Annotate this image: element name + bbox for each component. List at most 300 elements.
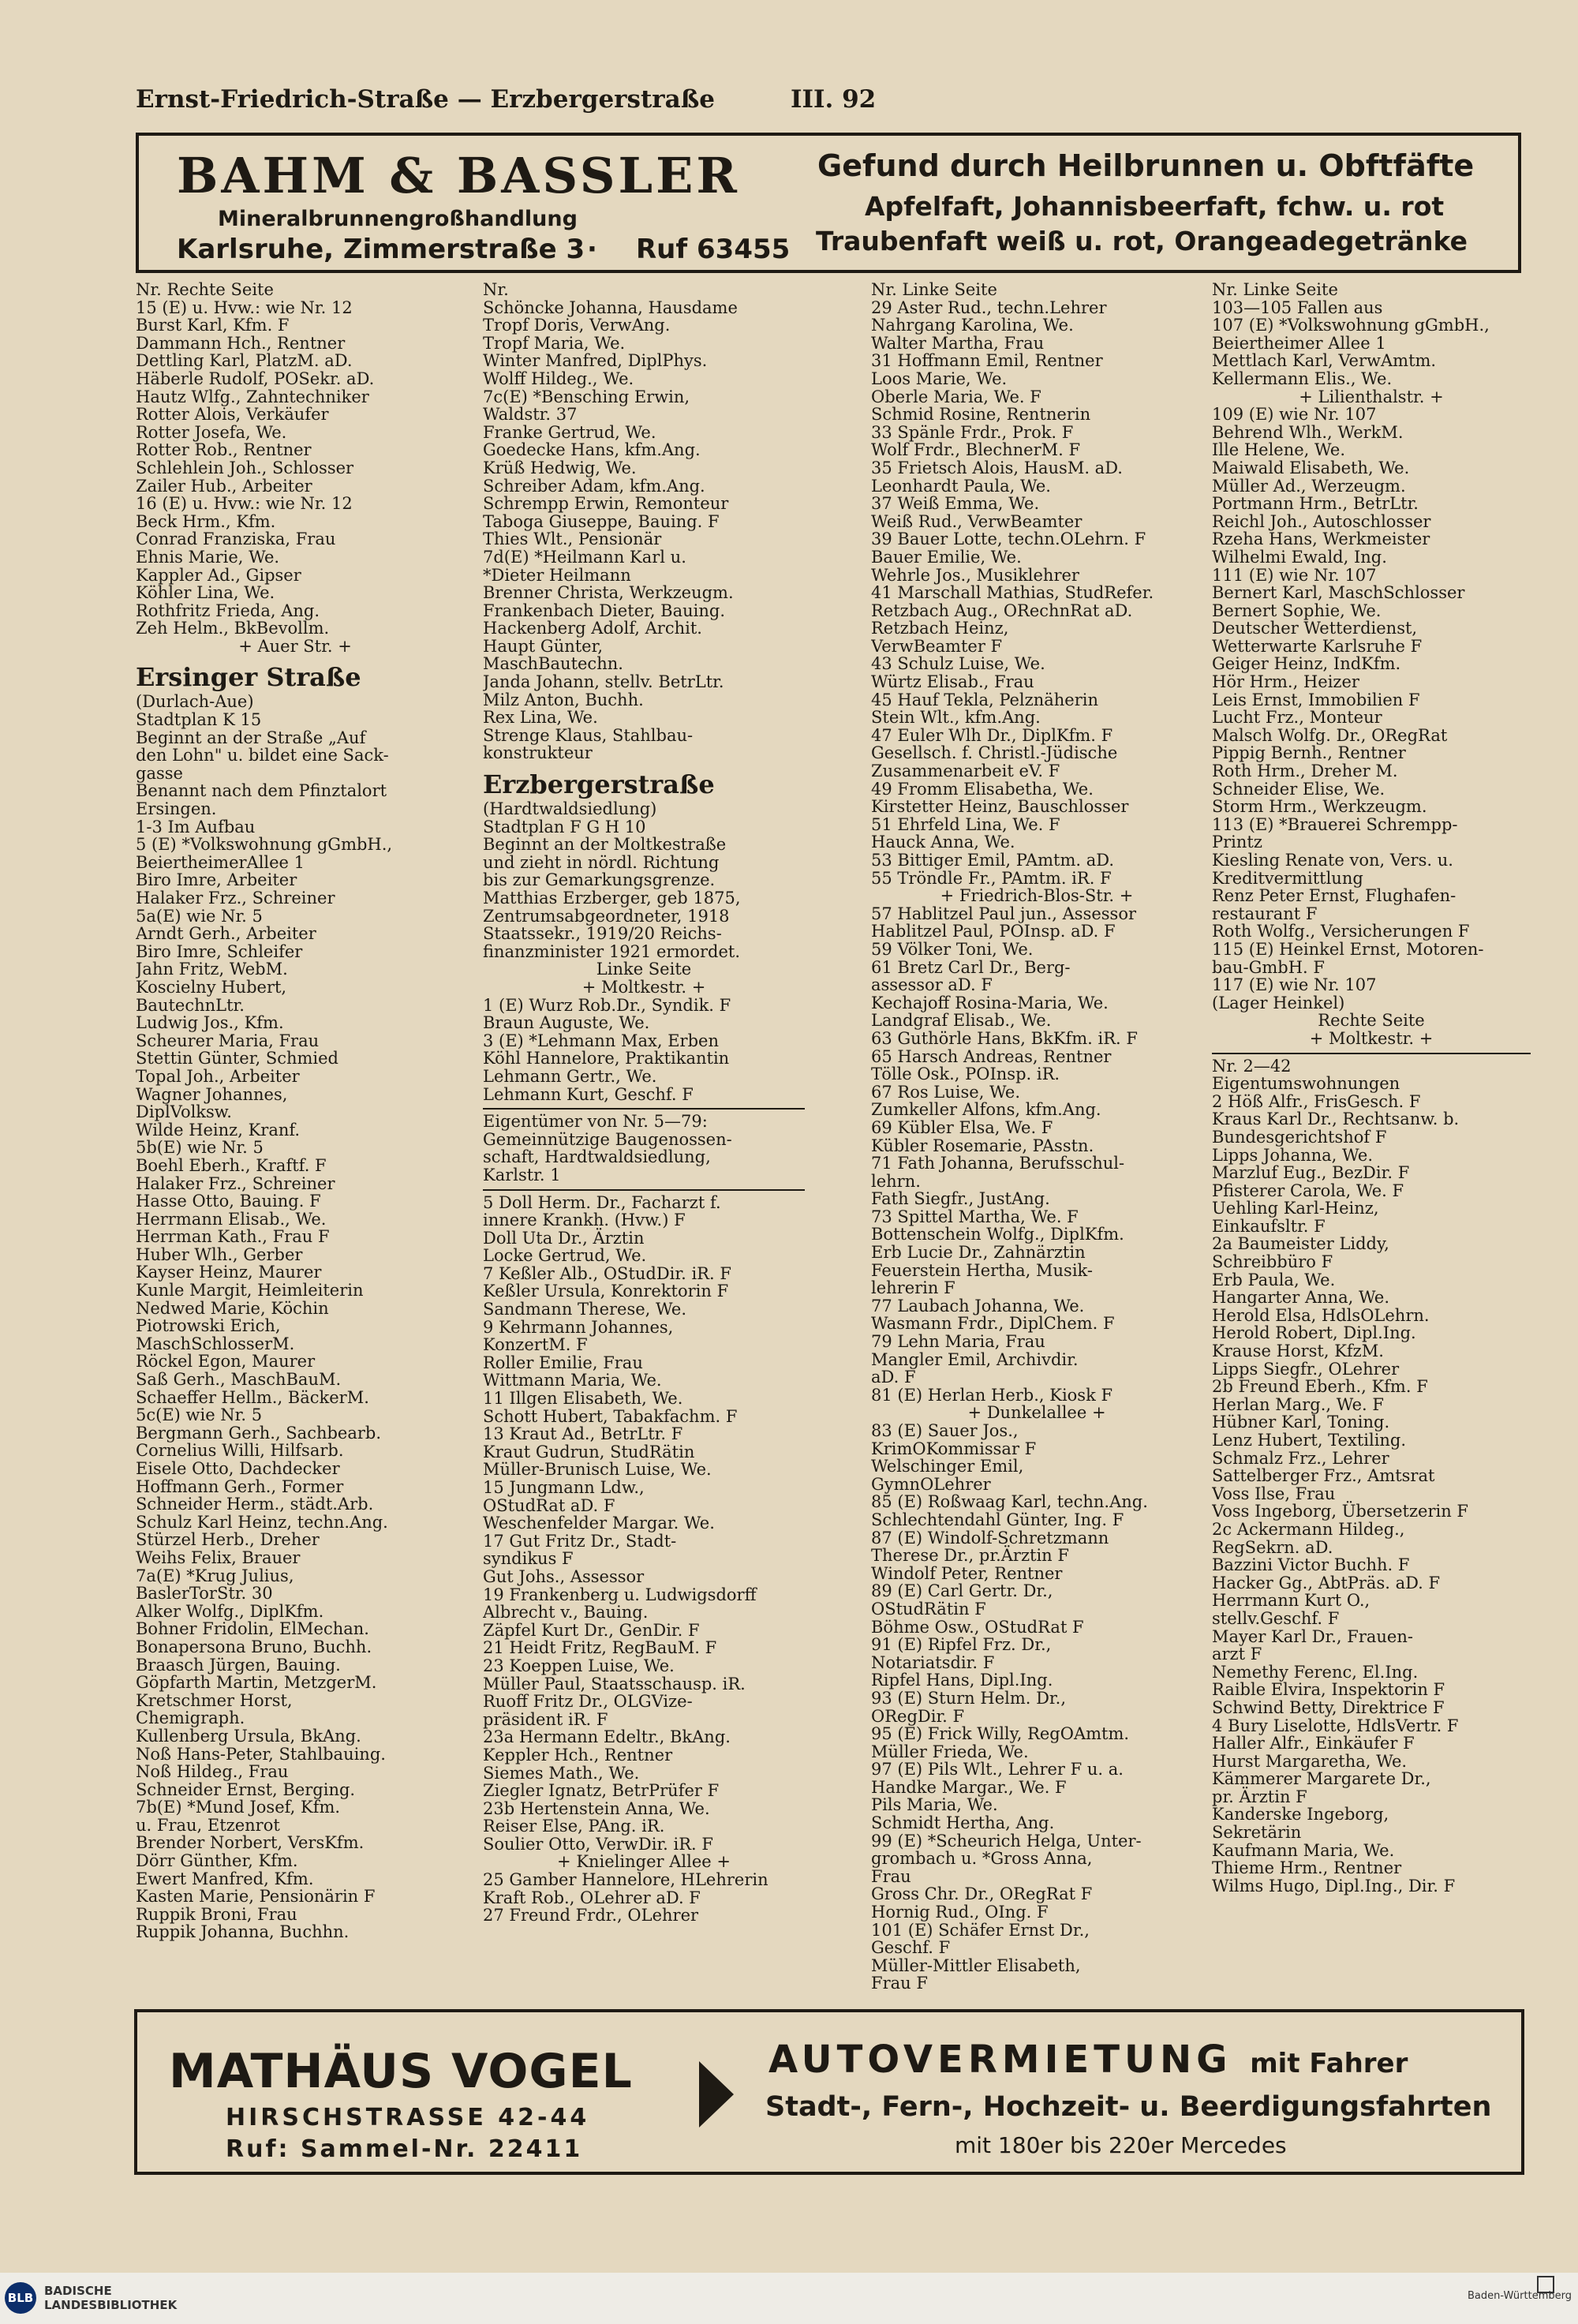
- directory-line: Gesellsch. f. Christl.-Jüdische: [871, 743, 1118, 763]
- directory-line: Weiß Rud., VerwBeamter: [871, 511, 1083, 531]
- directory-line: Arndt Gerh., Arbeiter: [136, 924, 316, 944]
- directory-line: *Dieter Heilmann: [483, 565, 631, 585]
- directory-line: 109 (E) wie Nr. 107: [1212, 405, 1377, 425]
- directory-line: Welschinger Emil,: [871, 1457, 1024, 1476]
- directory-line: Müller-Brunisch Luise, We.: [483, 1460, 712, 1480]
- directory-line: BeiertheimerAllee 1: [136, 852, 305, 872]
- directory-line: Dammann Hch., Rentner: [136, 333, 346, 353]
- directory-line: Kraus Karl Dr., Rechtsanw. b.: [1212, 1110, 1460, 1129]
- directory-line: Strenge Klaus, Stahlbau-: [483, 725, 694, 745]
- directory-line: 111 (E) wie Nr. 107: [1212, 565, 1377, 585]
- directory-line: + Auer Str. +: [238, 636, 352, 656]
- directory-line: Kretschmer Horst,: [136, 1690, 293, 1710]
- directory-line: Stettin Günter, Schmied: [136, 1049, 338, 1068]
- directory-line: Zusammenarbeit eV. F: [871, 762, 1060, 781]
- directory-line: Hablitzel Paul, POInsp. aD. F: [871, 922, 1116, 941]
- directory-line: 29 Aster Rud., techn.Lehrer: [871, 298, 1107, 317]
- directory-line: Milz Anton, Buchh.: [483, 690, 644, 709]
- directory-line: Halaker Frz., Schreiner: [136, 889, 335, 908]
- state-name: Baden-Württemberg: [1468, 2290, 1572, 2302]
- ad-company-name: MATHÄUS VOGEL: [169, 2044, 633, 2099]
- directory-line: Bauer Emilie, We.: [871, 547, 1022, 567]
- directory-line: 2 Höß Alfr., FrisGesch. F: [1212, 1091, 1421, 1111]
- directory-line: Windolf Peter, Rentner: [871, 1563, 1063, 1583]
- directory-line: Frankenbach Dieter, Bauing.: [483, 601, 726, 620]
- directory-line: Kayser Heinz, Maurer: [136, 1263, 322, 1282]
- directory-line: Schaeffer Hellm., BäckerM.: [136, 1387, 369, 1407]
- directory-line: 83 (E) Sauer Jos.,: [871, 1421, 1019, 1440]
- directory-line: DiplVolksw.: [136, 1102, 232, 1122]
- directory-line: Pfisterer Carola, We. F: [1212, 1181, 1404, 1200]
- directory-line: MaschSchlosserM.: [136, 1334, 295, 1353]
- directory-line: Rechte Seite: [1318, 1011, 1425, 1031]
- directory-line: Pippig Bernh., Rentner: [1212, 743, 1406, 763]
- directory-line: 73 Spittel Martha, We. F: [871, 1207, 1079, 1226]
- directory-line: Schreibbüro F: [1212, 1252, 1333, 1272]
- directory-line: Beck Hrm., Kfm.: [136, 511, 276, 531]
- directory-line: Geschf. F: [871, 1938, 951, 1958]
- column-2: [483, 281, 805, 2001]
- directory-line: 91 (E) Ripfel Frz. Dr.,: [871, 1635, 1052, 1655]
- directory-line: 11 Illgen Elisabeth, We.: [483, 1389, 683, 1409]
- ad-separator-dot: ·: [587, 234, 597, 265]
- directory-line: Schlehlein Joh., Schlosser: [136, 458, 354, 477]
- directory-line: Soulier Otto, VerwDir. iR. F: [483, 1834, 713, 1854]
- directory-line: Janda Johann, stellv. BetrLtr.: [483, 672, 724, 692]
- directory-line: Leis Ernst, Immobilien F: [1212, 690, 1420, 709]
- directory-line: Gut Johs., Assessor: [483, 1566, 645, 1586]
- directory-line: Notariatsdir. F: [871, 1652, 995, 1672]
- directory-line: Sekretärin: [1212, 1823, 1302, 1843]
- directory-line: Topal Joh., Arbeiter: [136, 1066, 300, 1086]
- directory-line: KonzertM. F: [483, 1335, 588, 1355]
- directory-line: Burst Karl, Kfm. F: [136, 316, 290, 335]
- directory-line: 2a Baumeister Liddy,: [1212, 1234, 1389, 1254]
- directory-line: Schreiber Adam, kfm.Ang.: [483, 476, 705, 496]
- directory-line: Würtz Elisab., Frau: [871, 672, 1034, 692]
- directory-line: OStudRätin F: [871, 1599, 986, 1619]
- directory-line: 16 (E) u. Hvw.: wie Nr. 12: [136, 494, 353, 514]
- directory-line: 89 (E) Carl Gertr. Dr.,: [871, 1581, 1053, 1601]
- directory-line: Böhme Osw., OStudRat F: [871, 1617, 1084, 1637]
- directory-line: Jahn Fritz, WebM.: [136, 960, 288, 979]
- ad-service-vehicles: mit 180er bis 220er Mercedes: [955, 2132, 1287, 2158]
- directory-line: Beiertheimer Allee 1: [1212, 333, 1386, 353]
- directory-line: Kreditvermittlung: [1212, 868, 1363, 888]
- directory-line: Sandmann Therese, We.: [483, 1300, 686, 1319]
- directory-line: Huber Wlh., Gerber: [136, 1244, 303, 1264]
- directory-line: Rzeha Hans, Werkmeister: [1212, 530, 1430, 549]
- directory-line: restaurant F: [1212, 904, 1318, 923]
- directory-line: Matthias Erzberger, geb 1875,: [483, 889, 741, 908]
- directory-line: 1 (E) Wurz Rob.Dr., Syndik. F: [483, 995, 731, 1015]
- directory-line: 85 (E) Roßwaag Karl, techn.Ang.: [871, 1492, 1148, 1512]
- directory-line: Eisele Otto, Dachdecker: [136, 1459, 340, 1478]
- directory-line: Hübner Karl, Toning.: [1212, 1413, 1390, 1432]
- directory-line: Keppler Hch., Rentner: [483, 1745, 673, 1765]
- directory-line: Dettling Karl, PlatzM. aD.: [136, 351, 353, 371]
- directory-line: Tropf Doris, VerwAng.: [483, 316, 671, 335]
- directory-line: Wehrle Jos., Musiklehrer: [871, 565, 1079, 585]
- directory-line: Staatssekr., 1919/20 Reichs-: [483, 924, 722, 944]
- directory-line: Kiesling Renate von, Vers. u.: [1212, 851, 1453, 870]
- directory-line: Haller Alfr., Einkäufer F: [1212, 1734, 1415, 1753]
- street-heading: Ersinger Straße: [136, 662, 361, 693]
- directory-line: Leonhardt Paula, We.: [871, 476, 1051, 496]
- directory-line: 35 Frietsch Alois, HausM. aD.: [871, 458, 1123, 477]
- directory-line: Keßler Ursula, Konrektorin F: [483, 1282, 729, 1301]
- directory-line: Karlstr. 1: [483, 1165, 561, 1184]
- directory-line: 4 Bury Liselotte, HdlsVertr. F: [1212, 1716, 1459, 1735]
- directory-line: Loos Marie, We.: [871, 369, 1008, 388]
- directory-line: Herrmann Kurt O.,: [1212, 1591, 1370, 1611]
- directory-line: Erb Lucie Dr., Zahnärztin: [871, 1243, 1086, 1263]
- directory-line: Müller-Mittler Elisabeth,: [871, 1955, 1081, 1975]
- directory-line: 5b(E) wie Nr. 5: [136, 1138, 264, 1158]
- directory-line: Bernert Sophie, We.: [1212, 601, 1382, 620]
- directory-line: 7c(E) *Bensching Erwin,: [483, 387, 690, 406]
- directory-line: (Durlach-Aue): [136, 692, 254, 712]
- directory-line: Köhl Hannelore, Praktikantin: [483, 1049, 730, 1068]
- directory-line: 27 Freund Frdr., OLehrer: [483, 1906, 699, 1925]
- library-name: [44, 2284, 177, 2312]
- page-number: III. 92: [791, 85, 877, 114]
- ad-bahm-bassler: [136, 133, 1521, 273]
- directory-line: bis zur Gemarkungsgrenze.: [483, 870, 716, 890]
- directory-line: Nedwed Marie, Köchin: [136, 1298, 329, 1318]
- directory-line: Gemeinnützige Baugenossen-: [483, 1129, 732, 1149]
- column-3: [871, 281, 1202, 2001]
- directory-line: Marzluf Eug., BezDir. F: [1212, 1163, 1410, 1183]
- directory-line: Bundesgerichtshof F: [1212, 1127, 1387, 1147]
- directory-line: Schmidt Hertha, Ang.: [871, 1813, 1055, 1833]
- directory-line: Braasch Jürgen, Bauing.: [136, 1655, 341, 1675]
- directory-line: 43 Schulz Luise, We.: [871, 654, 1045, 674]
- directory-line: Schlechtendahl Günter, Ing. F: [871, 1510, 1124, 1529]
- directory-line: Wilhelmi Ewald, Ing.: [1212, 547, 1387, 567]
- directory-line: Schneider Elise, We.: [1212, 779, 1385, 799]
- directory-line: Kullenberg Ursula, BkAng.: [136, 1726, 361, 1746]
- directory-line: Koscielny Hubert,: [136, 977, 287, 997]
- directory-line: Müller Paul, Staatsschausp. iR.: [483, 1674, 746, 1693]
- directory-line: Röckel Egon, Maurer: [136, 1352, 316, 1372]
- directory-line: 97 (E) Pils Wlt., Lehrer F u. a.: [871, 1760, 1124, 1779]
- column-4: [1212, 281, 1531, 2001]
- directory-line: Kellermann Elis., We.: [1212, 369, 1393, 388]
- directory-line: + Moltkestr. +: [581, 977, 706, 997]
- directory-line: Lipps Siegfr., OLehrer: [1212, 1359, 1400, 1379]
- directory-line: Ruppik Johanna, Buchhn.: [136, 1922, 350, 1942]
- directory-line: Eigentumswohnungen: [1212, 1074, 1400, 1094]
- directory-line: Roller Emilie, Frau: [483, 1353, 643, 1372]
- directory-line: 17 Gut Fritz Dr., Stadt-: [483, 1531, 677, 1551]
- directory-line: Schulz Karl Heinz, techn.Ang.: [136, 1512, 388, 1532]
- directory-line: 7a(E) *Krug Julius,: [136, 1566, 294, 1585]
- running-header: [136, 85, 1442, 112]
- directory-line: Ersingen.: [136, 799, 217, 819]
- directory-line: syndikus F: [483, 1549, 574, 1569]
- directory-line: Frau F: [871, 1974, 928, 1993]
- directory-line: 41 Marschall Mathias, StudRefer.: [871, 583, 1154, 603]
- directory-line: grombach u. *Gross Anna,: [871, 1849, 1093, 1869]
- directory-line: Conrad Franziska, Frau: [136, 530, 336, 549]
- directory-line: Herrman Kath., Frau F: [136, 1227, 330, 1247]
- ad-slogan: Gefund durch Heilbrunnen u. Obftfäfte: [817, 148, 1475, 183]
- directory-line: Schott Hubert, Tabakfachm. F: [483, 1406, 738, 1426]
- directory-line: Hornig Rud., OIng. F: [871, 1903, 1049, 1922]
- directory-line: Ruppik Broni, Frau: [136, 1904, 297, 1924]
- directory-line: Schöncke Johanna, Hausdame: [483, 298, 738, 317]
- directory-line: Stein Wlt., kfm.Ang.: [871, 708, 1041, 728]
- directory-line: Kraft Rob., OLehrer aD. F: [483, 1888, 701, 1907]
- directory-line: Kasten Marie, Pensionärin F: [136, 1887, 376, 1907]
- directory-line: Beginnt an der Straße „Auf: [136, 728, 366, 747]
- directory-line: Gross Chr. Dr., ORegRat F: [871, 1884, 1093, 1904]
- directory-line: Waldstr. 37: [483, 405, 578, 425]
- directory-line: Kübler Rosemarie, PAsstn.: [871, 1136, 1094, 1155]
- directory-line: 25 Gamber Hannelore, HLehrerin: [483, 1870, 768, 1890]
- directory-line: 95 (E) Frick Willy, RegOAmtm.: [871, 1724, 1130, 1744]
- directory-line: Retzbach Aug., ORechnRat aD.: [871, 601, 1133, 620]
- directory-line: Erb Paula, We.: [1212, 1270, 1336, 1289]
- directory-line: 53 Bittiger Emil, PAmtm. aD.: [871, 851, 1115, 870]
- directory-line: Kanderske Ingeborg,: [1212, 1805, 1389, 1824]
- directory-line: Winter Manfred, DiplPhys.: [483, 351, 708, 371]
- directory-line: 93 (E) Sturn Helm. Dr.,: [871, 1688, 1067, 1708]
- directory-line: Benannt nach dem Pfinztalort: [136, 781, 387, 801]
- directory-line: 21 Heidt Fritz, RegBauM. F: [483, 1638, 717, 1658]
- directory-line: Alker Wolfg., DiplKfm.: [136, 1601, 324, 1621]
- directory-line: Wittmann Maria, We.: [483, 1371, 662, 1390]
- directory-line: 99 (E) *Scheurich Helga, Unter-: [871, 1831, 1142, 1851]
- directory-line: Behrend Wlh., WerkM.: [1212, 422, 1404, 442]
- directory-line: bau-GmbH. F: [1212, 957, 1325, 977]
- directory-line: Schmalz Frz., Lehrer: [1212, 1448, 1389, 1468]
- directory-line: 33 Spänle Frdr., Prok. F: [871, 422, 1074, 442]
- directory-line: Taboga Giuseppe, Bauing. F: [483, 511, 720, 531]
- directory-line: 5a(E) wie Nr. 5: [136, 906, 263, 926]
- directory-line: Schwind Betty, Direktrice F: [1212, 1697, 1445, 1717]
- directory-line: 59 Völker Toni, We.: [871, 939, 1034, 959]
- directory-line: 7 Keßler Alb., OStudDir. iR. F: [483, 1263, 731, 1283]
- directory-line: Ripfel Hans, Dipl.Ing.: [871, 1671, 1053, 1690]
- directory-line: Thieme Hrm., Rentner: [1212, 1858, 1402, 1878]
- directory-line: Ille Helene, We.: [1212, 440, 1345, 460]
- directory-line: Roth Wolfg., Versicherungen F: [1212, 922, 1470, 941]
- directory-line: Häberle Rudolf, POSekr. aD.: [136, 369, 375, 388]
- directory-line: 23 Koeppen Luise, We.: [483, 1656, 675, 1675]
- ad-service-title: [768, 2038, 1408, 2082]
- directory-line: Zentrumsabgeordneter, 1918: [483, 906, 730, 926]
- ad-company-phone: Ruf: Sammel-Nr. 22411: [226, 2135, 583, 2163]
- directory-line: Raible Elvira, Inspektorin F: [1212, 1680, 1445, 1700]
- directory-line: 39 Bauer Lotte, techn.OLehrn. F: [871, 530, 1146, 549]
- directory-line: lehrn.: [871, 1171, 921, 1191]
- directory-line: Rotter Josefa, We.: [136, 422, 287, 442]
- directory-line: Einkaufsltr. F: [1212, 1216, 1326, 1236]
- directory-line: Scheurer Maria, Frau: [136, 1031, 320, 1050]
- ad-mathaeus-vogel: [134, 2009, 1524, 2175]
- directory-line: und zieht in nördl. Richtung: [483, 852, 720, 872]
- directory-line: Piotrowski Erich,: [136, 1316, 281, 1336]
- directory-line: arzt F: [1212, 1645, 1262, 1664]
- directory-line: Schrempp Erwin, Remonteur: [483, 494, 729, 514]
- ad-products-1: Apfelfaft, Johannisbeerfaft, fchw. u. rot: [865, 191, 1445, 222]
- directory-line: Zailer Hub., Arbeiter: [136, 476, 312, 496]
- directory-line: Hurst Margaretha, We.: [1212, 1751, 1408, 1771]
- directory-line: Biro Imre, Schleifer: [136, 941, 303, 961]
- directory-line: Lipps Johanna, We.: [1212, 1145, 1374, 1165]
- directory-line: 5 Doll Herm. Dr., Facharzt f.: [483, 1192, 721, 1212]
- directory-line: BaslerTorStr. 30: [136, 1584, 273, 1604]
- library-name-line1: BADISCHE: [44, 2284, 112, 2298]
- directory-line: Mangler Emil, Archivdir.: [871, 1349, 1079, 1369]
- directory-line: Eigentümer von Nr. 5—79:: [483, 1112, 708, 1132]
- directory-line: lehrerin F: [871, 1278, 955, 1298]
- directory-line: Thies Wlt., Pensionär: [483, 530, 662, 549]
- directory-line: Bernert Karl, MaschSchlosser: [1212, 583, 1465, 603]
- directory-line: 7d(E) *Heilmann Karl u.: [483, 547, 686, 567]
- column-1: [136, 281, 454, 2001]
- directory-line: Ludwig Jos., Kfm.: [136, 1013, 284, 1033]
- header-street-range: Ernst-Friedrich-Straße — Erzbergerstraße: [136, 85, 715, 114]
- directory-line: Printz: [1212, 833, 1262, 852]
- directory-line: Maiwald Elisabeth, We.: [1212, 458, 1410, 477]
- directory-line: Albrecht v., Bauing.: [483, 1603, 649, 1622]
- directory-line: Müller Ad., Werzeugm.: [1212, 476, 1406, 496]
- directory-line: 15 (E) u. Hvw.: wie Nr. 12: [136, 298, 353, 317]
- directory-line: + Friedrich-Blos-Str. +: [940, 886, 1134, 906]
- directory-line: Herold Robert, Dipl.Ing.: [1212, 1323, 1416, 1343]
- directory-line: Wagner Johannes,: [136, 1084, 288, 1104]
- directory-line: Ewert Manfred, Kfm.: [136, 1869, 314, 1888]
- directory-line: 77 Laubach Johanna, We.: [871, 1296, 1085, 1315]
- directory-line: Cornelius Willi, Hilfsarb.: [136, 1441, 344, 1461]
- directory-line: Ehnis Marie, We.: [136, 547, 280, 567]
- directory-line: + Dunkelallee +: [967, 1403, 1106, 1423]
- directory-line: Wetterwarte Karlsruhe F: [1212, 636, 1423, 656]
- directory-line: 87 (E) Windolf-Schretzmann: [871, 1528, 1109, 1547]
- directory-line: 5c(E) wie Nr. 5: [136, 1405, 263, 1425]
- directory-line: Bonapersona Bruno, Buchh.: [136, 1637, 372, 1656]
- directory-line: 37 Weiß Emma, We.: [871, 494, 1040, 514]
- directory-line: Zumkeller Alfons, kfm.Ang.: [871, 1100, 1101, 1120]
- directory-line: Ruoff Fritz Dr., OLGVize-: [483, 1692, 693, 1712]
- directory-line: Deutscher Wetterdienst,: [1212, 619, 1418, 638]
- directory-line: Nr. 2—42: [1212, 1056, 1292, 1076]
- directory-line: 107 (E) *Volkswohnung gGmbH.,: [1212, 316, 1490, 335]
- directory-line: Voss Ingeborg, Übersetzerin F: [1212, 1502, 1468, 1521]
- directory-line: Kaufmann Maria, We.: [1212, 1840, 1395, 1860]
- directory-line: 31 Hoffmann Emil, Rentner: [871, 351, 1103, 371]
- section-divider: [483, 1189, 805, 1191]
- directory-line: Malsch Wolfg. Dr., ORegRat: [1212, 725, 1448, 745]
- directory-line: 23b Hertenstein Anna, We.: [483, 1798, 710, 1818]
- directory-line: Herold Elsa, HdlsOLehrn.: [1212, 1305, 1430, 1325]
- ad-company-sub: Mineralbrunnengroßhandlung: [218, 207, 578, 231]
- directory-line: 7b(E) *Mund Josef, Kfm.: [136, 1798, 341, 1817]
- directory-line: 101 (E) Schäfer Ernst Dr.,: [871, 1920, 1090, 1940]
- directory-line: 19 Frankenberg u. Ludwigsdorff: [483, 1585, 757, 1604]
- directory-line: Weihs Felix, Brauer: [136, 1547, 301, 1567]
- directory-line: Zeh Helm., BkBevollm.: [136, 619, 330, 638]
- directory-line: Mayer Karl Dr., Frauen-: [1212, 1626, 1413, 1646]
- directory-line: Franke Gertrud, We.: [483, 422, 656, 442]
- directory-line: + Knielinger Allee +: [557, 1852, 731, 1872]
- arrow-right-icon: [696, 2058, 737, 2131]
- directory-line: Boehl Eberh., Kraftf. F: [136, 1155, 327, 1175]
- directory-line: Nemethy Ferenc, El.Ing.: [1212, 1662, 1419, 1682]
- directory-line: aD. F: [871, 1368, 916, 1387]
- ad-company-phone: Ruf 63455: [636, 234, 791, 265]
- directory-line: + Lilienthalstr. +: [1299, 387, 1444, 406]
- directory-line: Hauck Anna, We.: [871, 833, 1015, 852]
- directory-line: 103—105 Fallen aus: [1212, 298, 1383, 317]
- footer-bar: [0, 2273, 1578, 2324]
- directory-line: Siemes Math., We.: [483, 1763, 640, 1783]
- directory-line: VerwBeamter F: [871, 636, 1003, 656]
- directory-line: Lehmann Kurt, Geschf. F: [483, 1084, 694, 1104]
- directory-line: Wilms Hugo, Dipl.Ing., Dir. F: [1212, 1876, 1456, 1896]
- directory-line: Kechajoff Rosina-Maria, We.: [871, 993, 1109, 1012]
- directory-line: Hasse Otto, Bauing. F: [136, 1192, 321, 1211]
- blb-logo: BLB: [5, 2282, 36, 2314]
- directory-line: Wolff Hildeg., We.: [483, 369, 634, 388]
- directory-line: Noß Hans-Peter, Stahlbauing.: [136, 1744, 386, 1764]
- directory-line: Bergmann Gerh., Sachbearb.: [136, 1423, 382, 1443]
- directory-line: Mettlach Karl, VerwAmtm.: [1212, 351, 1437, 371]
- directory-line: Goedecke Hans, kfm.Ang.: [483, 440, 701, 460]
- directory-line: 9 Kehrmann Johannes,: [483, 1317, 674, 1337]
- library-name-line2: LANDESBIBLIOTHEK: [44, 2298, 178, 2312]
- directory-line: Uehling Karl-Heinz,: [1212, 1199, 1379, 1218]
- directory-line: Geiger Heinz, IndKfm.: [1212, 654, 1401, 674]
- directory-line: Herrmann Elisab., We.: [136, 1209, 327, 1229]
- directory-line: Stadtplan F G H 10: [483, 817, 646, 836]
- directory-line: konstrukteur: [483, 743, 593, 763]
- directory-line: Wolf Frdr., BlechnerM. F: [871, 440, 1081, 460]
- directory-line: innere Krankh. (Hvw.) F: [483, 1211, 686, 1230]
- directory-line: Haupt Günter,: [483, 636, 604, 656]
- directory-line: Nahrgang Karolina, We.: [871, 316, 1074, 335]
- directory-line: (Lager Heinkel): [1212, 993, 1345, 1012]
- directory-line: 1-3 Im Aufbau: [136, 817, 256, 836]
- directory-line: Schneider Herm., städt.Arb.: [136, 1495, 374, 1514]
- ad-service-title-suffix: mit Fahrer: [1250, 2048, 1408, 2079]
- directory-line: Bazzini Victor Buchh. F: [1212, 1555, 1410, 1575]
- directory-line: präsident iR. F: [483, 1709, 608, 1729]
- directory-line: 13 Kraut Ad., BetrLtr. F: [483, 1424, 683, 1444]
- directory-line: Locke Gertrud, We.: [483, 1246, 647, 1266]
- directory-line: 113 (E) *Brauerei Schrempp-: [1212, 814, 1458, 834]
- directory-line: 117 (E) wie Nr. 107: [1212, 975, 1377, 995]
- directory-line: 63 Guthörle Hans, BkKfm. iR. F: [871, 1028, 1138, 1048]
- directory-line: Nr. Linke Seite: [1212, 281, 1338, 299]
- directory-line: Walter Martha, Frau: [871, 333, 1045, 353]
- directory-line: Krause Horst, KfzM.: [1212, 1342, 1384, 1361]
- directory-line: RegSekrn. aD.: [1212, 1537, 1333, 1557]
- directory-line: Hautz Wlfg., Zahntechniker: [136, 387, 369, 406]
- directory-line: Rotter Rob., Rentner: [136, 440, 312, 460]
- directory-line: stellv.Geschf. F: [1212, 1608, 1340, 1628]
- directory-line: Weschenfelder Margar. We.: [483, 1514, 715, 1533]
- directory-line: Kraut Gudrun, StudRätin: [483, 1442, 695, 1461]
- directory-line: Ziegler Ignatz, BetrPrüfer F: [483, 1781, 720, 1801]
- directory-line: 69 Kübler Elsa, We. F: [871, 1117, 1053, 1137]
- directory-line: Müller Frieda, We.: [871, 1742, 1029, 1761]
- directory-line: Rothfritz Frieda, Ang.: [136, 601, 320, 620]
- directory-line: Biro Imre, Arbeiter: [136, 870, 297, 890]
